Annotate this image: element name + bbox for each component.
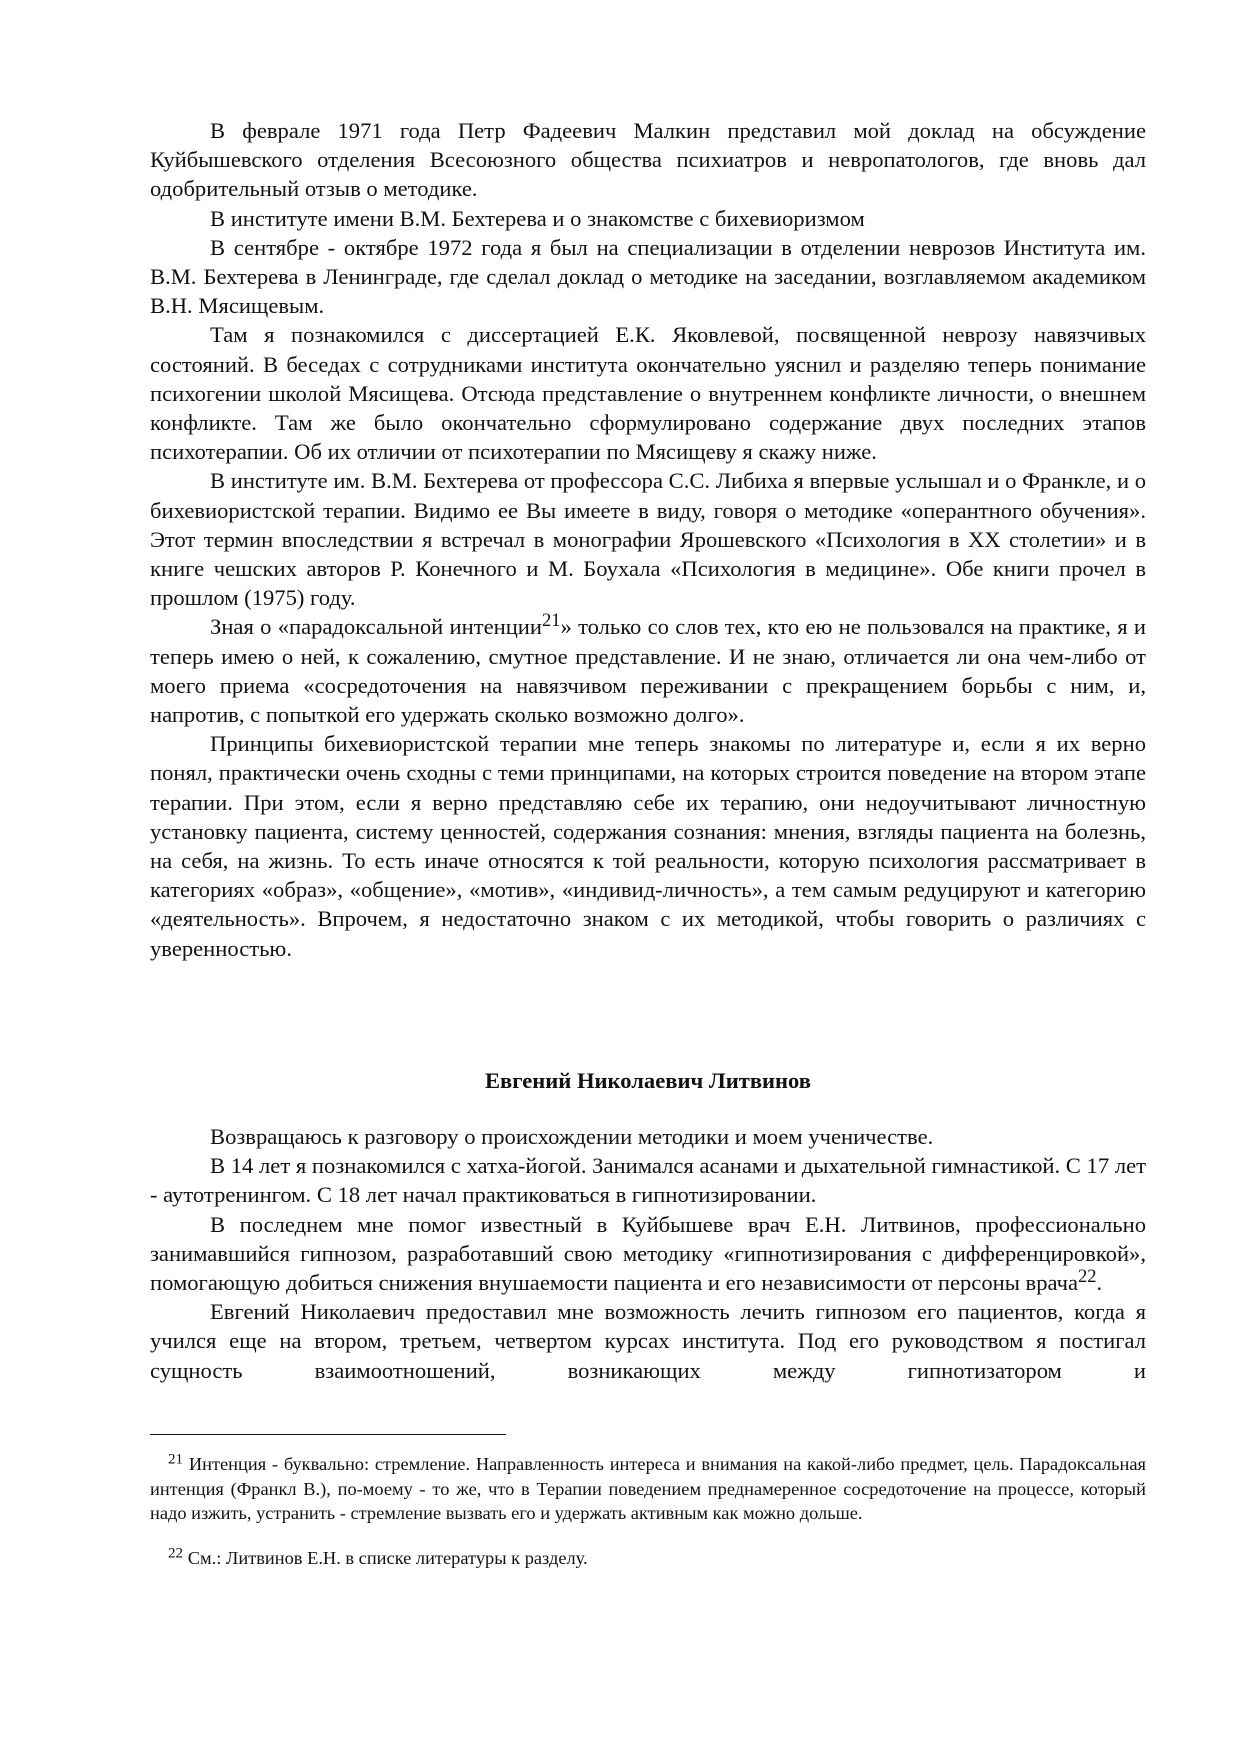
footnote-21 (150, 1452, 1146, 1526)
paragraph: В сентябре - октябре 1972 года я был на специализации в отделении неврозов Института им. В.М. Бехтерева в Ленинграде, где сделал доклад о методике на заседании, возглавляемом академиком В.Н. Мясищевым. (150, 234, 1146, 319)
footnote-ref-22[interactable]: 22 (1078, 1266, 1097, 1288)
section-body (150, 1122, 1146, 1385)
footnote-text: Интенция - буквально: стремление. Направленность интереса и внимания на какой-либо предмет, цель. Парадоксальная интенция (Франкл В.), по-моему - то же, что в Терапии поведением преднамеренное сосредоточение на процессе, который надо изжить, устранить - стремление вызвать его и удержать активным как можно дольше. (150, 1454, 1146, 1523)
subheading-paragraph: В институте имени В.М. Бехтерева и о знакомстве с бихевиоризмом (210, 205, 865, 231)
body-text-top (150, 116, 1146, 963)
paragraph-text: . (1096, 1270, 1103, 1296)
footnote-22 (150, 1546, 1146, 1571)
footnote-number: 22 (168, 1545, 184, 1562)
section-heading: Евгений Николаевич Литвинов (484, 1068, 811, 1093)
footnote-ref-21[interactable]: 21 (541, 610, 561, 632)
paragraph: Возвращаюсь к разговору о происхождении методики и моем ученичестве. (210, 1124, 934, 1149)
paragraph: В феврале 1971 года Петр Фадеевич Малкин представил мой доклад на обсуждение Куйбышевского отделения Всесоюзного общества психиатров и невропатологов, где вновь дал одобрительный отзыв о методике. (150, 118, 1146, 202)
paragraph-text: В последнем мне помог известный в Куйбышеве врач Е.Н. Литвинов, профессионально занимавшийся гипнозом, разработавший свою методику «гипнотизирования с дифференцировкой», помогающую добиться снижения внушаемости пациента и его независимости от персоны врача (150, 1211, 1146, 1296)
footnote-separator (150, 1434, 506, 1435)
footnote-text: См.: Литвинов Е.Н. в списке литературы к разделу. (187, 1547, 588, 1568)
paragraph: В 14 лет я познакомился с хатха-йогой. Занимался асанами и дыхательной гимнастикой. С 17 лет - аутотренингом. С 18 лет начал практиковаться в гипнотизировании. (150, 1153, 1146, 1208)
paragraph-with-footnote (150, 1210, 1146, 1298)
paragraph-text: Зная о «парадоксальной интенции (210, 614, 542, 640)
footnotes (150, 1452, 1146, 1570)
paragraph: В институте им. В.М. Бехтерева от профессора С.С. Либиха я впервые услышал и о Франкле, и о бихевиористской терапии. Видимо ее Вы имеете в виду, говоря о методике «оперантного обучения». Этот термин впоследствии я встречал в монографии Ярошевского «Психология в XX столетии» и в книге чешских авторов Р. Конечного и М. Боухала «Психология в медицине». Обе книги прочел в прошлом (1975) году. (150, 468, 1146, 611)
paragraph-text: » только со слов тех, кто ею не пользовался на практике, я и теперь имею о ней, к сожалению, смутное представление. И не знаю, отличается ли она чем-либо от моего приема «сосредоточения на навязчивом переживании с прекращением борьбы с ним, и, напротив, с попыткой его удержать сколько возможно долго». (150, 614, 1146, 728)
paragraph: Евгений Николаевич предоставил мне возможность лечить гипнозом его пациентов, когда я учился еще на втором, третьем, четвертом курсах института. Под его руководством я постигал сущность взаимоотношений, возникающих между гипнотизатором и (150, 1299, 1146, 1383)
paragraph: Принципы бихевиористской терапии мне теперь знакомы по литературе и, если я их верно понял, практически очень сходны с теми принципами, на которых строится поведение на втором этапе терапии. При этом, если я верно представляю себе их терапию, они недоучитывают личностную установку пациента, систему ценностей, содержания сознания: мнения, взгляды пациента на болезнь, на себя, на жизнь. То есть иначе относятся к той реальности, которую психология рассматривает в категориях «образ», «общение», «мотив», «индивид-личность», а тем самым редуцируют и категорию «деятельность». Впрочем, я недостаточно знаком с их методикой, чтобы говорить о различиях с уверенностью. (150, 731, 1146, 961)
paragraph: Там я познакомился с диссертацией Е.К. Яковлевой, посвященной неврозу навязчивых состояний. В беседах с сотрудниками института окончательно уяснил и разделяю теперь понимание психогении школой Мясищева. Отсюда представление о внутреннем конфликте личности, о внешнем конфликте. Там же было окончательно сформулировано содержание двух последних этапов психотерапии. Об их отличии от психотерапии по Мясищеву я скажу ниже. (150, 322, 1146, 465)
paragraph-with-footnote (150, 612, 1146, 729)
footnote-number: 21 (168, 1451, 184, 1468)
